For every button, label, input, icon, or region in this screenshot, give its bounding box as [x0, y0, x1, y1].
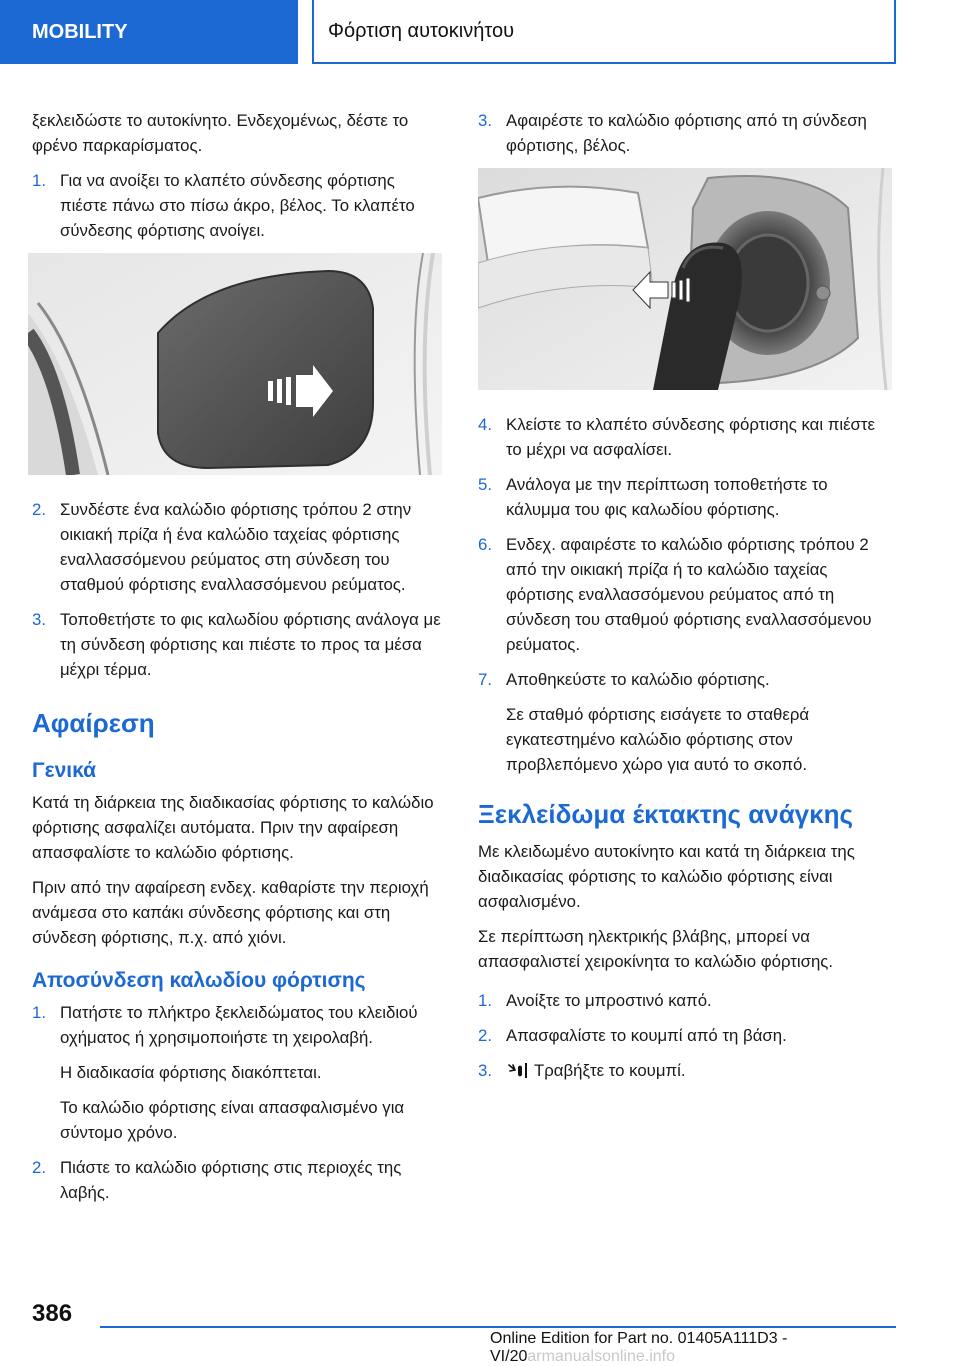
step-text: Αποθηκεύστε το καλώδιο φόρτισης.	[506, 670, 770, 689]
right-column	[478, 108, 892, 1093]
list-item	[32, 497, 446, 597]
footer-edition	[490, 1330, 960, 1366]
step-text: Ενδεχ. αφαιρέστε το καλώδιο φόρτισης τρόπου 2 από την οικιακή πρίζα ή το καλώδιο ταχείας φόρτισης εναλλασσόμενου ρεύματος από τη σύνδεση του σταθμού φόρτισης εναλλασσόμενου ρεύματος.	[506, 535, 872, 654]
page-header	[312, 0, 896, 64]
step-text: Ανοίξτε το μπροστινό καπό.	[506, 991, 712, 1010]
section-label: MOBILITY	[32, 20, 128, 43]
list-item	[478, 1023, 892, 1048]
footer-divider	[100, 1326, 896, 1328]
list-item	[478, 667, 892, 692]
heading-removal: Αφαίρεση	[32, 708, 155, 738]
step-number: 2.	[32, 500, 46, 519]
step-number: 2.	[32, 1158, 46, 1177]
step-number: 3.	[478, 1061, 492, 1080]
step-number: 6.	[478, 535, 492, 554]
step-note: Η διαδικασία φόρτισης διακόπτεται.	[60, 1063, 322, 1082]
step-number: 3.	[478, 111, 492, 130]
intro-paragraph: ξεκλειδώστε το αυτοκίνητο. Ενδεχομένως, δέστε το φρένο παρκαρίσματος.	[32, 111, 409, 155]
list-item	[32, 168, 446, 243]
step-text: Απασφαλίστε το κουμπί από τη βάση.	[506, 1026, 787, 1045]
watermark: armanualsonline.info	[527, 1348, 676, 1365]
list-item	[478, 1058, 892, 1083]
list-item	[478, 472, 892, 522]
heading-emergency-release: Ξεκλείδωμα έκτακτης ανάγκης	[478, 799, 854, 829]
left-column	[32, 108, 446, 1215]
step-text-wrapper	[506, 1058, 892, 1083]
list-item	[478, 532, 892, 657]
step-text: Αφαιρέστε το καλώδιο φόρτισης από τη σύνδεση φόρτισης, βέλος.	[506, 111, 867, 155]
page-number: 386	[32, 1300, 73, 1327]
step-text: Κλείστε το κλαπέτο σύνδεσης φόρτισης και πιέστε το μέχρι να ασφαλίσει.	[506, 415, 876, 459]
step-text: Τραβήξτε το κουμπί.	[534, 1061, 686, 1080]
step-text: Συνδέστε ένα καλώδιο φόρτισης τρόπου 2 στην οικιακή πρίζα ή ένα καλώδιο ταχείας φόρτισης εναλλασσόμενου ρεύματος στη σύνδεση του σταθμού φόρτισης εναλλασσόμενου ρεύματος.	[60, 500, 412, 594]
step-number: 1.	[32, 1003, 46, 1022]
emergency-paragraph-2: Σε περίπτωση ηλεκτρικής βλάβης, μπορεί να απασφαλιστεί χειροκίνητα το καλώδιο φόρτισης.	[478, 927, 834, 971]
list-item	[478, 988, 892, 1013]
list-item	[32, 1000, 446, 1050]
heading-general: Γενικά	[32, 759, 97, 782]
step-number: 1.	[478, 991, 492, 1010]
heading-disconnect-cable: Αποσύνδεση καλωδίου φόρτισης	[32, 969, 366, 992]
step-number: 3.	[32, 610, 46, 629]
list-item	[478, 412, 892, 462]
charging-cable-removal-image	[478, 168, 892, 390]
step-number: 1.	[32, 171, 46, 190]
hand-pull-icon	[506, 1061, 530, 1079]
step-note: Το καλώδιο φόρτισης είναι απασφαλισμένο για σύντομο χρόνο.	[60, 1098, 405, 1142]
step-number: 2.	[478, 1026, 492, 1045]
list-item	[32, 607, 446, 682]
step-note: Σε σταθμό φόρτισης εισάγετε το σταθερά εγκατεστημένο καλώδιο φόρτισης στον προβλεπόμενο χώρο για αυτό το σκοπό.	[506, 705, 810, 774]
edition-text: Online Edition for Part no. 01405A111D3 - VI/20	[490, 1330, 788, 1365]
page-title: Φόρτιση αυτοκινήτου	[328, 19, 515, 42]
step-text: Ανάλογα με την περίπτωση τοποθετήστε το κάλυμμα του φις καλωδίου φόρτισης.	[506, 475, 828, 519]
step-text: Πατήστε το πλήκτρο ξεκλειδώματος του κλειδιού οχήματος ή χρησιμοποιήστε τη χειρολαβή.	[60, 1003, 418, 1047]
list-item	[32, 1155, 446, 1205]
section-tab	[0, 0, 298, 64]
step-text: Τοποθετήστε το φις καλωδίου φόρτισης ανάλογα με τη σύνδεση φόρτισης και πιέστε το προς τα μέσα μέχρι τέρμα.	[60, 610, 441, 679]
step-text: Πιάστε το καλώδιο φόρτισης στις περιοχές της λαβής.	[60, 1158, 402, 1202]
step-number: 7.	[478, 670, 492, 689]
charging-flap-closed-image	[28, 253, 442, 475]
step-number: 5.	[478, 475, 492, 494]
general-paragraph-2: Πριν από την αφαίρεση ενδεχ. καθαρίστε την περιοχή ανάμεσα στο καπάκι σύνδεσης φόρτισης και στη σύνδεση φόρτισης, π.χ. από χιόνι.	[32, 878, 429, 947]
general-paragraph-1: Κατά τη διάρκεια της διαδικασίας φόρτισης το καλώδιο φόρτισης ασφαλίζει αυτόματα. Πριν την αφαίρεση απασφαλίστε το καλώδιο φόρτισης.	[32, 793, 434, 862]
emergency-paragraph-1: Με κλειδωμένο αυτοκίνητο και κατά τη διάρκεια της διαδικασίας φόρτισης το καλώδιο φόρτισης είναι ασφαλισμένο.	[478, 842, 855, 911]
list-item	[478, 108, 892, 158]
step-text: Για να ανοίξει το κλαπέτο σύνδεσης φόρτισης πιέστε πάνω στο πίσω άκρο, βέλος. Το κλαπέτο σύνδεσης φόρτισης ανοίγει.	[60, 171, 415, 240]
step-number: 4.	[478, 415, 492, 434]
